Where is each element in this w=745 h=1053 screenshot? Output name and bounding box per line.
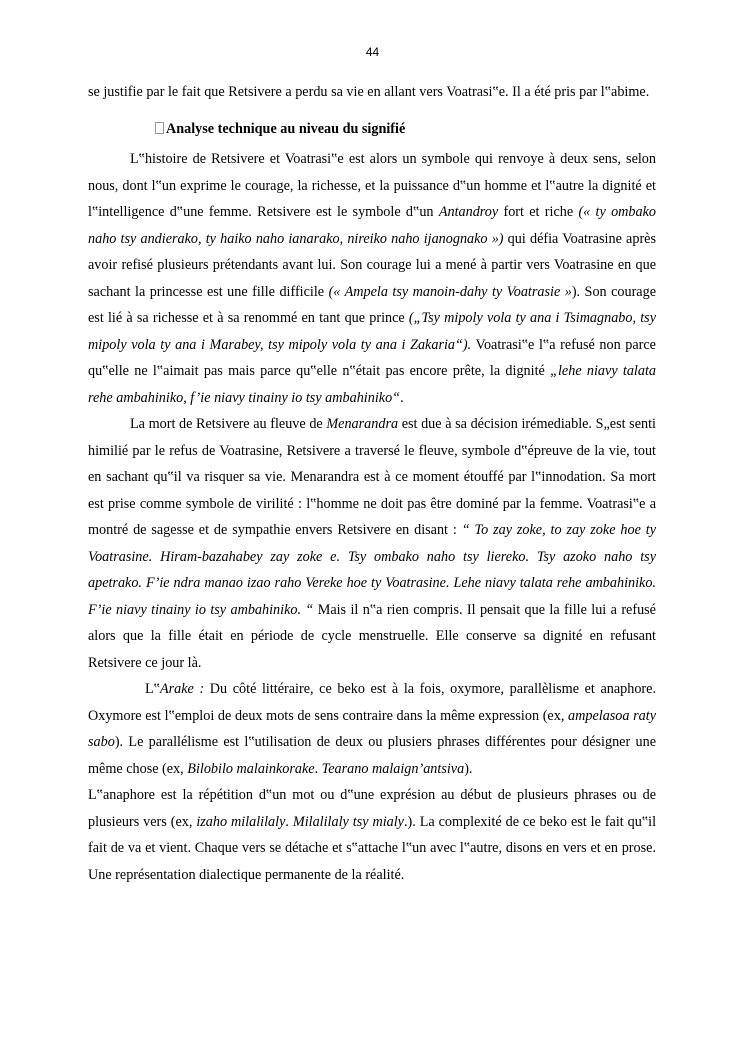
italic-text-run: izaho milalilaly [196,813,286,830]
bullet-placeholder-icon [155,122,164,134]
italic-text-run: Milalilaly tsy mialy [292,813,404,830]
paragraph-histoire [88,146,656,411]
text-run: Du côté littéraire, ce beko est à la fois, oxymore, parallèlisme et anaphore. Oxymore est l‟emploi de deux mots de sens contraire dans la même expression (ex, [88,681,656,724]
document-body [88,79,656,888]
italic-text-run: Arake : [159,681,205,697]
text-run: La mort de Retsivere au fleuve de [130,416,327,432]
text-run: ). Son courage est lié à sa richesse et à sa renommé en tant que prince [88,283,656,326]
italic-text-run: „lehe niavy talata rehe ambahiniko, f’ie niavy tinainy io tsy ambahiniko“ [88,363,656,406]
italic-text-run: ampelasoa raty sabo [88,707,656,750]
text-run: .). La complexité de ce beko est le fait qu‟il fait de va et vient. Chaque vers se détache et s‟attache l‟un avec l‟autre, disons en vers et en prose. Une représentation dialectique permanente de la réalité. [88,813,657,883]
paragraph-arake [88,676,656,782]
text-run: fort et riche [498,204,579,220]
section-heading [88,116,656,143]
section-heading-text: Analyse technique au niveau du signifié [166,120,406,137]
italic-text-run: Antandroy [438,204,499,220]
text-run: Voatrasi‟e l‟a refusé non parce qu‟elle ne l‟aimait pas mais parce qu‟elle n‟était pas encore prête, la dignité [88,336,656,379]
italic-text-run: (« Ampela tsy manoin-dahy ty Voatrasie » [328,283,572,300]
text-run: L‟ [145,681,160,697]
text-run: Mais il n‟a rien compris. Il pensait que la fille lui a refusé alors que la fille était en période de cycle menstruelle. Elle conserve sa dignité en refusant Retsivere ce jour là. [88,601,656,671]
text-run: . [314,760,322,777]
paragraph-mort [88,411,656,676]
italic-text-run: (« ty ombako naho tsy andierako, ty haiko naho ianarako, nireiko naho ijanognako ») [88,204,656,247]
text-run: ). [464,760,473,777]
paragraph-anaphore [88,782,656,888]
paragraph-continuation: se justifie par le fait que Retsivere a perdu sa vie en allant vers Voatrasi‟e. Il a été pris par l‟abime. [88,84,650,100]
text-run: L‟histoire de Retsivere et Voatrasi‟e est alors un symbole qui renvoye à deux sens, selon nous, dont l‟un exprime le courage, la richesse, et la puissance d‟un homme et l‟autre la dignité et l‟intelligence d‟une femme. Retsivere est le symbole d‟un [88,151,656,220]
text-run: . [285,813,293,830]
italic-text-run: “ To zay zoke, to zay zoke hoe ty Voatrasine. Hiram-bazahabey zay zoke e. Tsy ombako naho tsy liereko. Tsy azoko naho tsy apetrako. F’ie ndra manao izao raho Vereke hoe ty Voatrasine. Lehe niavy talata rehe ambahiniko. F’ie niavy tinainy io tsy ambahiniko. “ [88,522,656,618]
italic-text-run: Tearano malaign’antsiva [321,760,465,777]
text-run: . [400,389,404,406]
text-run: L‟anaphore est la répétition d‟un mot ou d‟une exprésion au début de plusieurs phrases ou de plusieurs vers (ex, [88,787,656,830]
page-number: 44 [365,45,380,59]
italic-text-run: („Tsy mipoly vola ty ana i Tsimagnabo, tsy mipoly vola ty ana i Marabey, tsy mipoly vola ty ana i Zakaria“). [88,310,657,353]
italic-text-run: Bilobilo malainkorake [187,760,315,777]
text-run: qui défia Voatrasine après avoir refisé plusieurs prétendants avant lui. Son courage lui a mené à partir vers Voatrasine en que sachant la princesse est une fille difficile [88,230,656,300]
italic-text-run: Menarandra [326,416,399,432]
text-run: ). Le parallélisme est l‟utilisation de deux ou plusiers phrases différentes pour désigner une même chose (ex, [88,734,656,777]
text-run: est due à sa décision irémediable. S„est senti himilié par le refus de Voatrasine, Retsivere a traversé le fleuve, symbole d‟épreuve de la vie, tout en sachant qu‟il va risquer sa vie. Menarandra est à ce moment étouffé par l‟innodation. Sa mort est prise comme symbole de virilité : l‟homme ne doit pas être dominé par la femme. Voatrasi‟e a montré de sagesse et de sympathie envers Retsivere en disant : [88,416,656,538]
